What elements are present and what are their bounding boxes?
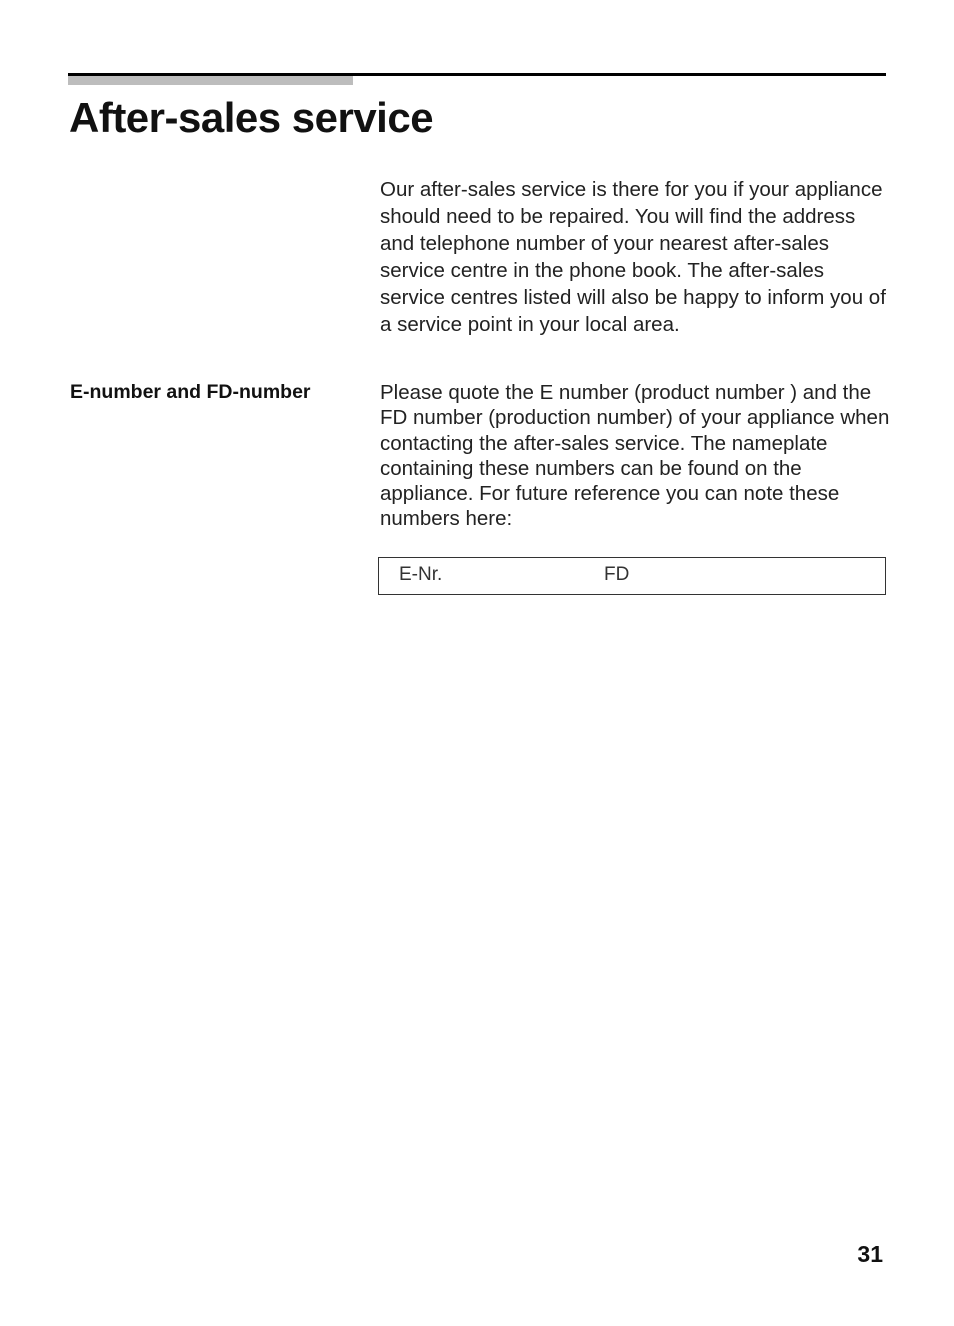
page-number: 31	[857, 1241, 883, 1267]
enumber-paragraph: Please quote the E number (product number ) and the FD number (production number) of your appliance when contacting the after-sales service. The nameplate containing these numbers can be found on the appliance. For future reference you can note these numbers here:	[380, 381, 890, 531]
intro-paragraph: Our after-sales service is there for you if your appliance should need to be repaired. You will find the address and telephone number of your nearest after-sales service centre in the phone book. The after-sales service centres listed will also be happy to inform you of a service point in your local area.	[380, 178, 886, 336]
enr-label: E-Nr.	[399, 564, 443, 585]
page-title: After-sales service	[69, 94, 434, 141]
header-accent-bar	[68, 76, 353, 85]
fd-label: FD	[604, 564, 630, 585]
number-entry-box	[378, 557, 886, 595]
enumber-section-heading: E-number and FD-number	[70, 381, 311, 403]
